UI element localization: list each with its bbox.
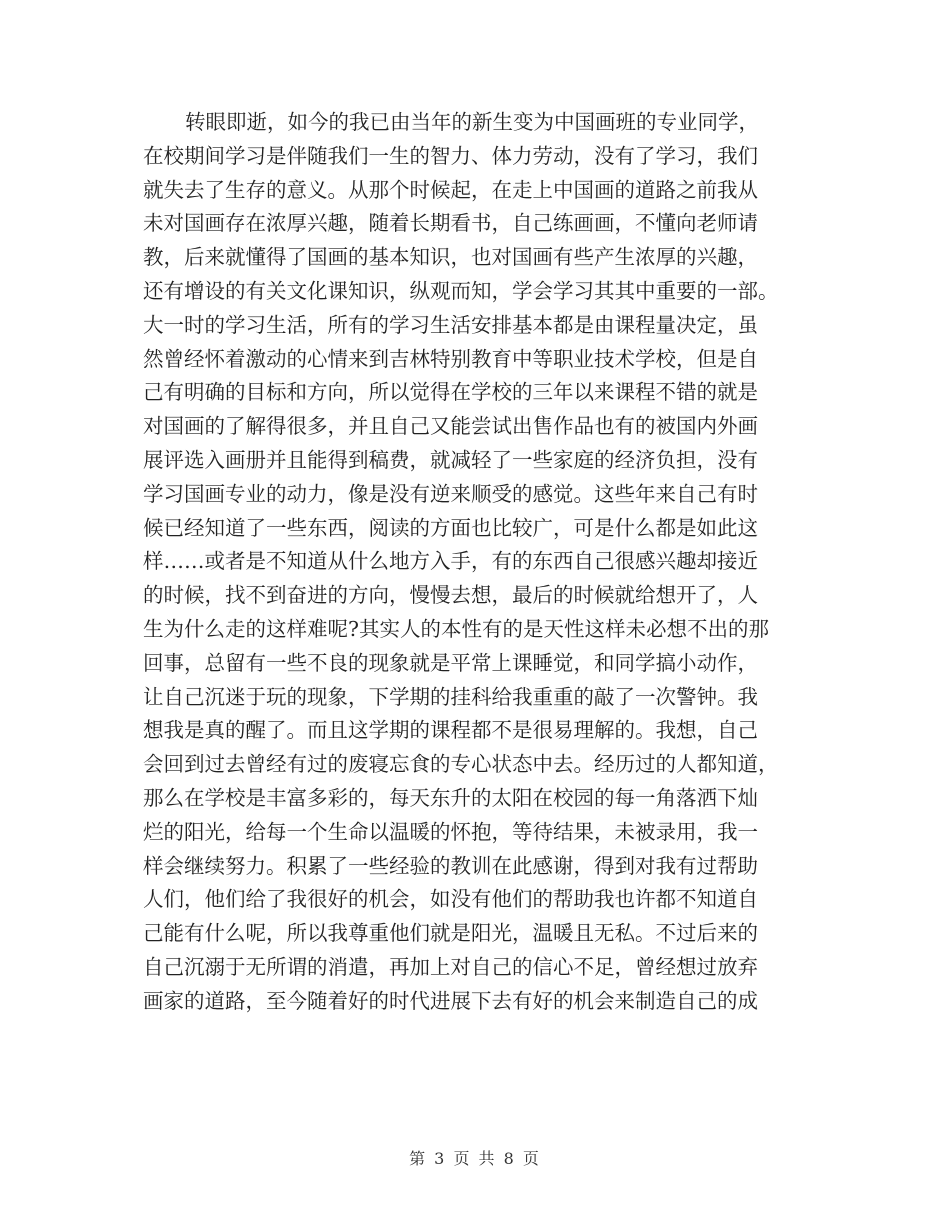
text-line: 自己沉溺于无所谓的消遣，再加上对自己的信心不足，曾经想过放弃 [143,954,758,979]
text-line: 展评选入画册并且能得到稿费，就减轻了一些家庭的经济负担，没有 [143,447,758,472]
text-line: 会回到过去曾经有过的废寝忘食的专心状态中去。经历过的人都知道， [143,752,779,777]
text-line: 还有增设的有关文化课知识，纵观而知，学会学习其其中重要的一部。 [143,278,779,303]
text-line: 样……或者是不知道从什么地方入手，有的东西自己很感兴趣却接近 [143,549,758,574]
text-line: 对国画的了解得很多，并且自己又能尝试出售作品也有的被国内外画 [143,414,758,439]
text-line: 在校期间学习是伴随我们一生的智力、体力劳动，没有了学习，我们 [143,143,758,168]
text-line: 让自己沉迷于玩的现象，下学期的挂科给我重重的敲了一次警钟。我 [143,684,758,709]
text-line: 回事，总留有一些不良的现象就是平常上课睡觉，和同学搞小动作， [143,650,758,675]
text-line: 候已经知道了一些东西，阅读的方面也比较广，可是什么都是如此这 [143,515,758,540]
text-line: 己有明确的目标和方向，所以觉得在学校的三年以来课程不错的就是 [143,380,758,405]
text-line: 未对国画存在浓厚兴趣，随着长期看书，自己练画画，不懂向老师请 [143,211,758,236]
text-line: 大一时的学习生活，所有的学习生活安排基本都是由课程量决定，虽 [143,312,758,337]
text-line: 样会继续努力。积累了一些经验的教训在此感谢，得到对我有过帮助 [143,853,758,878]
text-line: 画家的道路，至今随着好的时代进展下去有好的机会来制造自己的成 [143,988,758,1013]
text-line: 己能有什么呢，所以我尊重他们就是阳光，温暖且无私。不过后来的 [143,921,758,946]
text-line: 生为什么走的这样难呢?其实人的本性有的是天性这样未必想不出的那 [143,616,769,641]
body-text [143,106,813,1019]
text-line: 那么在学校是丰富多彩的，每天东升的太阳在校园的每一角落洒下灿 [143,785,758,810]
text-line: 然曾经怀着激动的心情来到吉林特别教育中等职业技术学校，但是自 [143,346,758,371]
text-line: 就失去了生存的意义。从那个时候起，在走上中国画的道路之前我从 [143,177,758,202]
page-footer: 第 3 页 共 8 页 [409,1149,541,1168]
text-line: 的时候，找不到奋进的方向，慢慢去想，最后的时候就给想开了，人 [143,583,758,608]
text-line: 想我是真的醒了。而且这学期的课程都不是很易理解的。我想，自己 [143,718,758,743]
text-line: 教，后来就懂得了国画的基本知识，也对国画有些产生浓厚的兴趣， [143,245,758,270]
text-line: 转眼即逝，如今的我已由当年的新生变为中国画班的专业同学， [185,110,759,134]
text-line: 烂的阳光，给每一个生命以温暖的怀抱，等待结果，未被录用，我一 [143,819,758,844]
text-line: 人们，他们给了我很好的机会，如没有他们的帮助我也许都不知道自 [143,887,758,912]
text-line: 学习国画专业的动力，像是没有逆来顺受的感觉。这些年来自己有时 [143,481,758,506]
